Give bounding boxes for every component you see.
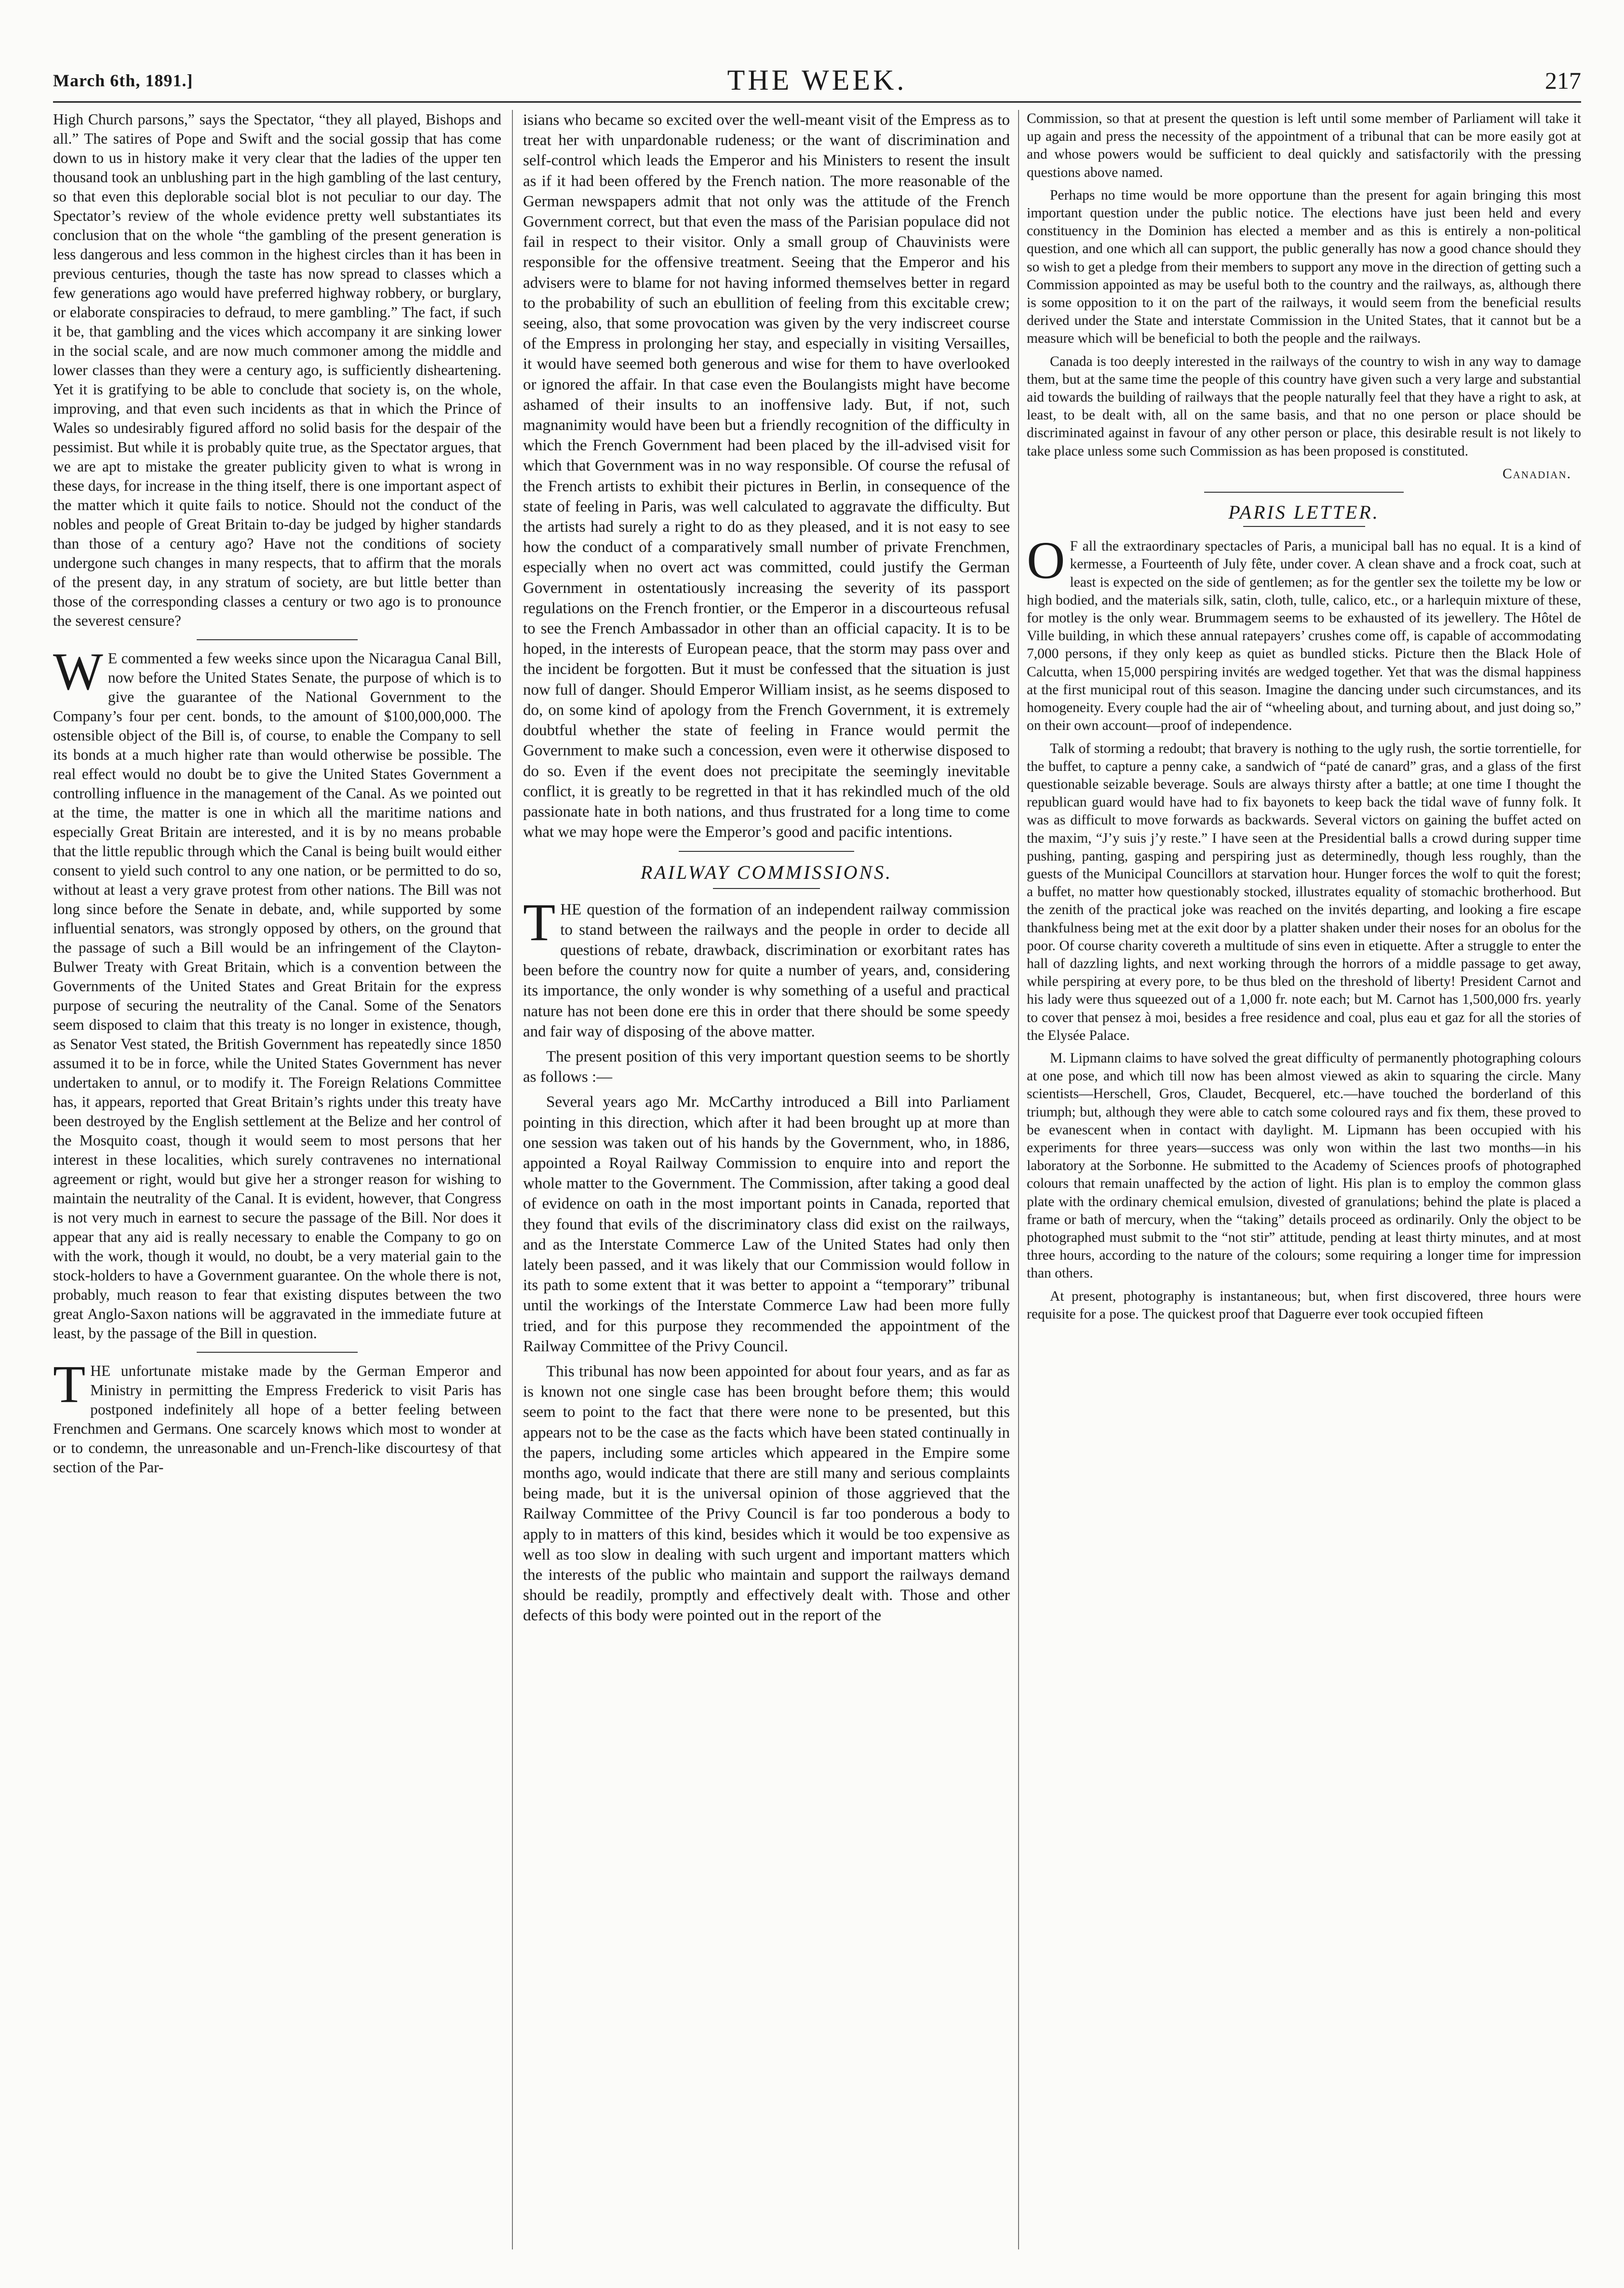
railway-paragraph-3: Several years ago Mr. McCarthy introduced a Bill into Parliament pointing in this direction, which after it had been brought up at more than one session was taken out of his hands by the Government, who, in 1886, appointed a Royal Railway Commission to enquire into and report the whole matter to the Government. The Commission, after taking a good deal of evidence on oath in the most important points in Canada, reported that they found that evils of the discriminatory class did exist on the railways, and as the Interstate Commerce Law of the United States had only then lately been passed, and it was likely that our Commission would follow in its path to some extent that it was better to appoint a “temporary” tribunal until the workings of the Interstate Commerce Law had been more fully tried, and for this purpose they recommended the appointment of the Railway Committee of the Privy Council. [523,1093,1010,1355]
running-header [53,64,1581,102]
paris-paragraph-1-text: F all the extraordinary spectacles of Paris, a municipal ball has no equal. It is a kind of kermesse, a Fourteenth of July fête, under cover. A clean shave and a frock coat, such at least is expected on the side of gentlemen; as for the gentler sex the toilette my be low or high bodied, and the materials silk, satin, cloth, tulle, calico, etc., or a harlequin mixture of these, for motley is the only wear. Brummagem seems to be exhausted of its jewellery. The Hôtel de Ville building, in which these annual ratepayers’ crushes come off, is capable of accommodating 7,000 persons, if they only keep as quiet as bundled sticks. Picture then the Black Hole of Calcutta, when 15,000 perspiring invités are wedged together. Yet that was the dismal happiness at the first municipal rout of this season. Imagine the dancing under such circumstances, and its homogeneity. Every couple had the air of “wheeling about, and turning about, and just doing so,” on their own account—proof of independence. [1027,538,1581,734]
article-empress [53,1355,501,1477]
article-empress-text: HE unfortunate mistake made by the German Emperor and Ministry in permitting the Empress Frederick to visit Paris has postponed indefinitely all hope of a better feeling between Frenchmen and Germans. One scarcely knows which most to wonder at or to condemn, the unreasonable and un-French-like discourtesy of that section of the Par- [53,1362,501,1476]
railway-paragraph-4: This tribunal has now been appointed for about four years, and as far as is known not one single case has been brought before them; this would seem to point to the fact that there were none to be presented, but this appears not to be the case as the facts which have been stated continually in the papers, including some articles which appeared in the Empire some months ago, would indicate that there are still many and serious complaints being made, but it is the universal opinion of those aggrieved that the Railway Committee of the Privy Council is far too ponderous a body to apply to in matters of this kind, besides which it would be too expensive as well as too slow in dealing with such urgent and important matters which the interests of the public who maintain and support the railways demand should be readily, promptly and effectively dealt with. Those and other defects of this body were pointed out in the report of the [523,1362,1010,1625]
article-empress-continued: isians who became so excited over the well-meant visit of the Empress as to treat her with unpardonable rudeness; or the want of discrimination and self-control which leads the Emperor and his Ministers to resent the insult as if it had been offered by the French nation. The more reasonable of the German newspapers admit that not only was the attitude of the French Government correct, but that even the mass of the Parisian populace did not fail in respect to their visitor. Only a small group of Chauvinists were responsible for the offensive treatment. Seeing that the Emperor and his advisers were to blame for not having informed themselves better in regard to the probability of such an ebullition of feeling from this excitable crew; seeing, also, that some provocation was given by the very indiscreet course of the Empress in prolonging her stay, and especially in visiting Versailles, it would have seemed both generous and wise for them to have overlooked or ignored the affair. In that case even the Boulangists might have become ashamed of their insults to an inoffensive lady. But, if not, such magnanimity would have been but a friendly recognition of the difficulty in which the French Government had been placed by the ill-advised visit for which that Government was in no way responsible. Of course the refusal of the French artists to exhibit their pictures in Berlin, in consequence of the state of feeling in Paris, was well calculated to aggravate the difficulty. But the artists had surely a right to do as they pleased, and it is not easy to see how the conduct of a comparatively small number of private Frenchmen, especially when no overt act was committed, could justify the German Government in ostentatiously increasing the severity of its passport regulations on the French frontier, or the Emperor in a discourteous refusal to see the French Ambassador in other than an official capacity. It is to be hoped, in the interests of European peace, that the storm may pass over and the incident be forgotten. But it must be confessed that the situation is just now full of danger. Should Emperor William insist, as he seems disposed to do, on some kind of apology from the French Government, it is extremely doubtful whether the state of feeling in France would permit the Government to make such a concession, even were it otherwise disposed to do so. Even if the event does not precipitate the seemingly inevitable conflict, it is greatly to be regretted in that it has rekindled much of the old passionate hate in both nations, and thus frustrated for a long time to come what we may hope were the Emperor’s good and pacific intentions. [523,111,1010,841]
railway-paragraph-6: Canada is too deeply interested in the railways of the country to wish in any way to damage them, but at the same time the people of this country have given such a very large and substantial aid towards the building of railways that the people naturally feel that they have a right to ask, at least, to be dealt with, all on the same basis, and that no one person or place should be discriminated against in favour of any other person or place, this desirable result is not likely to take place unless some such Commission as has been proposed is constituted. [1027,353,1581,459]
railway-paragraph-2: The present position of this very important question seems to be shortly as follows :— [523,1048,1010,1086]
page-number: 217 [1545,67,1581,94]
column-right [1027,110,1581,2254]
section-rule [1243,526,1365,527]
paris-paragraph-1 [1027,531,1581,735]
article-separator [679,851,854,852]
article-nicaragua-text: E commented a few weeks since upon the Nicaragua Canal Bill, now before the United States Senate, the purpose of which is to give the guarantee of the National Government to the Company’s four per cent. bonds, to the amount of $100,000,000. The ostensible object of the Bill is, of course, to enable the Company to sell its bonds at a much higher rate than would otherwise be possible. The real effect would no doubt be to give the United States Government a controlling influence in the management of the Canal. As we pointed out at the time, the matter is one in which all the maritime nations and especially Great Britain are interested, and it is by no means probable that the little republic through which the Canal is being built would either consent to yield such control to any one nation, or be permitted to do so, without at least a very grave protest from other nations. The Bill was not long since before the Senate in debate, and, while supported by some influential senators, was strongly opposed by others, on the ground that the passage of such a Bill would be an infringement of the Clayton-Bulwer Treaty with Great Britain, which is a convention between the Governments of the United States and Great Britain for the express purpose of securing the neutrality of the Canal. Some of the Senators seem disposed to claim that this treaty is no longer in existence, though, as Senator Vest stated, the British Government has repeatedly since 1850 assumed it to be in force, while the United States Government has never undertaken to annul, or to modify it. The Foreign Relations Committee has, it appears, reported that Great Britain’s rights under this treaty have been destroyed by the English settlement at the Belize and her control of the Mosquito coast, though it would seem to most persons that her interest in these localities, which surely contravenes no international agreement or right, would but give her a stronger reason for wishing to maintain the neutrality of the Canal. It is evident, however, that Congress is not very much in earnest to secure the passage of the Bill. Nor does it appear that any aid is really necessary to enable the Company to go on with the work, though it would, no doubt, be a very material gain to the stock-holders to have a Government guarantee. On the whole there is not, probably, much reason to fear that existing disputes between the two great Anglo-Saxon nations will be aggravated in the immediate future at least, by the passage of the Bill in question. [53,650,501,1342]
drop-cap: T [53,1355,86,1413]
header-rule [53,101,1581,103]
column-middle [523,110,1010,2254]
article-separator [197,639,358,640]
issue-date: March 6th, 1891.] [53,71,193,90]
article-separator [1204,492,1404,493]
paris-paragraph-2: Talk of storming a redoubt; that bravery is nothing to the ugly rush, the sortie torrentielle, for the buffet, to capture a penny cake, a sandwich of “paté de canard” gras, and a glass of the first questionable seizable beverage. Souls are always thirsty after a battle; at one time I thought the republican guard would have had to fix bayonets to keep back the tidal wave of funny folk. It was as difficult to move forwards as backwards. Several victors on gaining the buffet acted on the maxim, “J’y suis j’y reste.” I have seen at the Presidential balls a crowd during supper time pushing, panting, gasping and perspiring just as determinedly, though less roughly, than the guests of the Municipal Councillors at starvation hour. Hunger forces the wolf to quit the forest; a buffet, no matter how questionably stocked, illustrates equality of stomachic brotherhood. But the zenith of the practical joke was reached on the invités departing, and looking a fire escape thankfulness being met at the exit door by a platter shaken under their noses for an obolus for the poor. Of course charity covereth a multitude of sins even in etiquette. After a struggle to enter the hall of dazzling lights, and next working through the horrors of a middle passage to get away, while perspiring at every pore, to be thus bled on the threshold of liberty! President Carnot and his lady were thus squeezed out of a 1,000 fr. note each; but M. Carnot has 1,500,000 frs. yearly to cover that pensez à moi, besides a free residence and coal, plus eau et gaz for all the stories of the Elysée Palace. [1027,740,1581,1043]
railway-continued: Commission, so that at present the question is left until some member of Parliament will take it up again and press the necessity of the appointment of a tribunal that can be more easily got at and whose powers would be sufficient to deal quickly and satisfactorily with the pressing questions above named. [1027,111,1581,180]
article-nicaragua [53,642,501,1343]
paris-paragraph-3: M. Lipmann claims to have solved the great difficulty of permanently photographing colours at one pose, and which till now has been almost viewed as akin to squaring the circle. Many scientists—Herschell, Gros, Claudet, Becquerel, etc.—have touched the borderland of this triumph; but, although they were able to catch some coloured rays and fix them, these proved to be evanescent when in contact with daylight. M. Lipmann has been occupied with his experiments for three years—success was only won within the last two months—in his laboratory at the Sorbonne. He submitted to the Academy of Sciences proofs of photographed colours that remain unaffected by the action of light. His plan is to employ the common glass plate with the ordinary chemical emulsion, divested of granulations; behind the plate is placed a frame or bath of mercury, when the “taking” details proceed as ordinarily. Only the object to be photographed must submit to the “not stir” attitude, pending at least thirty minutes, and at most three hours, according to the nature of the colours; some requiring a longer time for impression than others. [1027,1050,1581,1281]
column-divider [512,110,513,2249]
article-separator [197,1352,358,1353]
section-title-paris: PARIS LETTER. [1228,501,1380,524]
railway-paragraph-1-text: HE question of the formation of an independent railway commission to stand between the railways and the people in order to decide all questions of rebate, drawback, discrimination or exorbitant rates has been before the country now for quite a number of years, and, considering its importance, the only wonder is why something of a useful and practical nature has not been done ere this in order that there should be some speedy and fair way of disposing of the above matter. [523,901,1010,1040]
paris-paragraph-4: At present, photography is instantaneous; but, when first discovered, three hours were requisite for a pose. The quickest proof that Daguerre ever took occupied fifteen [1027,1288,1581,1322]
column-left [53,110,501,2254]
article-signature: Canadian. [1502,466,1571,482]
column-divider [1018,110,1019,2249]
railway-paragraph-1 [523,892,1010,1042]
section-title-railway: RAILWAY COMMISSIONS. [640,861,893,884]
article-gambling-text: High Church parsons,” says the Spectator, “they all played, Bishops and all.” The satires of Pope and Swift and the social gossip that has come down to us in history make it very clear that the ladies of the upper ten thousand took an unblushing part in the high gambling of the last century, so that even this deplorable social blot is not peculiar to our day. The Spectator’s review of the whole evidence pretty well substantiates its conclusion that on the whole “the gambling of the present generation is less dangerous and less common in the highest circles than it has been in previous centuries, though the taste has now spread to classes which a few generations ago would have preferred highway robbery, or burglary, or elaborate conspiracies to defraud, to mere gambling.” The fact, if such it be, that gambling and the vices which accompany it are sinking lower in the social scale, and are now much commoner among the middle and lower classes than they were a century ago, is sufficiently disheartening. Yet it is gratifying to be able to conclude that society is, on the whole, improving, and that even such incidents as that in which the Prince of Wales so undesirably figured afford no solid basis for the despair of the pessimist. But while it is probably quite true, as the Spectator argues, that we are apt to mistake the greater publicity given to what is wrong in these days, for increase in the thing itself, there is one important aspect of the matter which it quite fails to notice. Should not the conduct of the nobles and people of Great Britain to-day be judged by higher standards than those of a century ago? Have not the conditions of society undergone such changes in many respects, that to affirm that the morals of the present day, in any stratum of society, are but little better than those of the corresponding classes a century or two ago is to pronounce the severest censure? [53,111,501,629]
railway-paragraph-5: Perhaps no time would be more opportune than the present for again bringing this most important question under the public notice. The elections have just been held and every constituency in the Dominion has elected a member and as this is entirely a non-political question, and one which all can support, the public generally has now a good chance should they so wish to get a pledge from their members to support any move in the direction of getting such a Commission appointed as may be useful both to the country and the railways, as, although there is some opposition to it on the part of the railways, it would seem from the beneficial results derived under the State and interstate Commission in the United States, that it cannot but be a measure which will be beneficial to both the people and the railways. [1027,187,1581,347]
drop-cap: W [53,642,103,701]
drop-cap: T [523,892,556,952]
section-rule [713,888,820,889]
drop-cap: O [1027,531,1065,590]
publication-title: THE WEEK. [727,64,907,96]
